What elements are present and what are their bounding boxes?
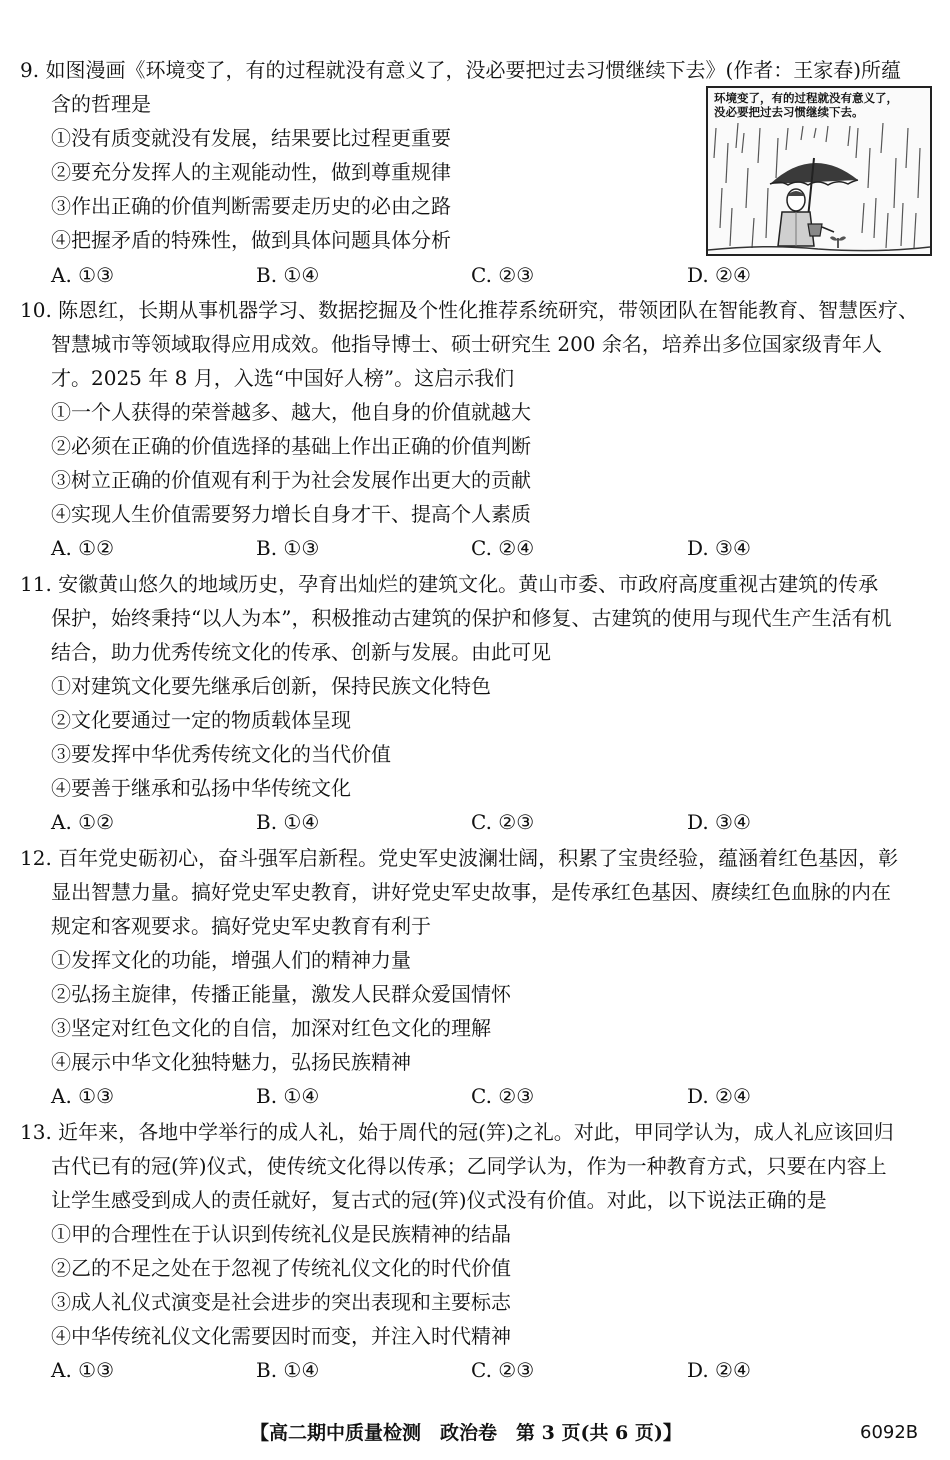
- cartoon-caption-line: 环境变了，有的过程就没有意义了，: [714, 91, 898, 105]
- choice-d: D. ③④: [687, 536, 751, 560]
- answer-choices: [51, 1083, 911, 1109]
- statement-3: ③作出正确的价值判断需要走历史的必由之路: [51, 194, 451, 218]
- cartoon-image: [706, 86, 932, 256]
- footer-title: 【高二期中质量检测 政治卷 第 3 页(共 6 页)】: [250, 1422, 682, 1444]
- statement-3: ③树立正确的价值观有利于为社会发展作出更大的贡献: [51, 468, 531, 492]
- answer-choices: [51, 535, 911, 561]
- choice-b: B. ①④: [256, 810, 320, 834]
- choice-d: D. ③④: [687, 810, 751, 834]
- answer-choices: [51, 262, 911, 288]
- choice-c: C. ②③: [471, 1358, 535, 1382]
- choice-b: B. ①③: [256, 536, 320, 560]
- statement-2: ②必须在正确的价值选择的基础上作出正确的价值判断: [51, 434, 531, 458]
- cartoon-caption: [714, 91, 898, 119]
- choice-d: D. ②④: [687, 1358, 751, 1382]
- question-stem-line: 含的哲理是: [51, 92, 151, 116]
- cartoon-caption-line: 没必要把过去习惯继续下去。: [714, 105, 864, 119]
- choice-c: C. ②③: [471, 1084, 535, 1108]
- choice-a: A. ①②: [51, 536, 115, 560]
- question-stem-line: 智慧城市等领域取得应用成效。他指导博士、硕士研究生 200 余名，培养出多位国家级青年人: [51, 332, 882, 356]
- statement-1: ①没有质变就没有发展，结果要比过程更重要: [51, 126, 451, 150]
- question-stem-line: 规定和客观要求。搞好党史军史教育有利于: [51, 914, 431, 938]
- choice-c: C. ②③: [471, 263, 535, 287]
- choice-b: B. ①④: [256, 1358, 320, 1382]
- statement-4: ④把握矛盾的特殊性，做到具体问题具体分析: [51, 228, 451, 252]
- choice-d: D. ②④: [687, 263, 751, 287]
- question-stem-line: 10. 陈恩红，长期从事机器学习、数据挖掘及个性化推荐系统研究，带领团队在智能教育、智慧医疗、: [20, 298, 919, 322]
- statement-3: ③成人礼仪式演变是社会进步的突出表现和主要标志: [51, 1290, 511, 1314]
- choice-b: B. ①④: [256, 1084, 320, 1108]
- statement-4: ④要善于继承和弘扬中华传统文化: [51, 776, 351, 800]
- statement-3: ③坚定对红色文化的自信，加深对红色文化的理解: [51, 1016, 491, 1040]
- statement-1: ①对建筑文化要先继承后创新，保持民族文化特色: [51, 674, 491, 698]
- question-stem-line: 12. 百年党史砺初心，奋斗强军启新程。党史军史波澜壮阔，积累了宝贵经验，蕴涵着红色基因，彰: [20, 846, 899, 870]
- statement-1: ①发挥文化的功能，增强人们的精神力量: [51, 948, 411, 972]
- choice-a: A. ①③: [51, 1358, 115, 1382]
- choice-b: B. ①④: [256, 263, 320, 287]
- page-footer: [0, 1419, 950, 1447]
- statement-2: ②弘扬主旋律，传播正能量，激发人民群众爱国情怀: [51, 982, 511, 1006]
- statement-1: ①一个人获得的荣誉越多、越大，他自身的价值就越大: [51, 400, 531, 424]
- statement-2: ②要充分发挥人的主观能动性，做到尊重规律: [51, 160, 451, 184]
- choice-c: C. ②④: [471, 536, 535, 560]
- question-stem-line: 让学生感受到成人的责任就好，复古式的冠(笄)仪式没有价值。对此，以下说法正确的是: [51, 1188, 827, 1212]
- choice-a: A. ①③: [51, 1084, 115, 1108]
- statement-4: ④中华传统礼仪文化需要因时而变，并注入时代精神: [51, 1324, 511, 1348]
- question-stem-line: 保护，始终秉持“以人为本”，积极推动古建筑的保护和修复、古建筑的使用与现代生产生活有机: [51, 606, 892, 630]
- paper-code: 6092B: [860, 1422, 919, 1443]
- statement-4: ④展示中华文化独特魅力，弘扬民族精神: [51, 1050, 411, 1074]
- question-stem-line: 结合，助力优秀传统文化的传承、创新与发展。由此可见: [51, 640, 551, 664]
- statement-4: ④实现人生价值需要努力增长自身才干、提高个人素质: [51, 502, 531, 526]
- choice-c: C. ②③: [471, 810, 535, 834]
- choice-a: A. ①③: [51, 263, 115, 287]
- question-stem-line: 才。2025 年 8 月，入选“中国好人榜”。这启示我们: [51, 366, 515, 390]
- choice-a: A. ①②: [51, 810, 115, 834]
- question-stem-line: 11. 安徽黄山悠久的地域历史，孕育出灿烂的建筑文化。黄山市委、市政府高度重视古建筑的传承: [20, 572, 879, 596]
- question-stem-line: 古代已有的冠(笄)仪式，使传统文化得以传承；乙同学认为，作为一种教育方式，只要在内容上: [51, 1154, 887, 1178]
- statement-2: ②乙的不足之处在于忽视了传统礼仪文化的时代价值: [51, 1256, 511, 1280]
- question-stem-line: 13. 近年来，各地中学举行的成人礼，始于周代的冠(笄)之礼。对此，甲同学认为，成人礼应该回归: [20, 1120, 894, 1144]
- statement-1: ①甲的合理性在于认识到传统礼仪是民族精神的结晶: [51, 1222, 511, 1246]
- statement-3: ③要发挥中华优秀传统文化的当代价值: [51, 742, 391, 766]
- question-stem-line: 9. 如图漫画《环境变了，有的过程就没有意义了，没必要把过去习惯继续下去》(作者：王家春)所蕴: [20, 58, 902, 82]
- answer-choices: [51, 1357, 911, 1383]
- choice-d: D. ②④: [687, 1084, 751, 1108]
- question-stem-line: 显出智慧力量。搞好党史军史教育，讲好党史军史故事，是传承红色基因、赓续红色血脉的内在: [51, 880, 891, 904]
- statement-2: ②文化要通过一定的物质载体呈现: [51, 708, 351, 732]
- answer-choices: [51, 809, 911, 835]
